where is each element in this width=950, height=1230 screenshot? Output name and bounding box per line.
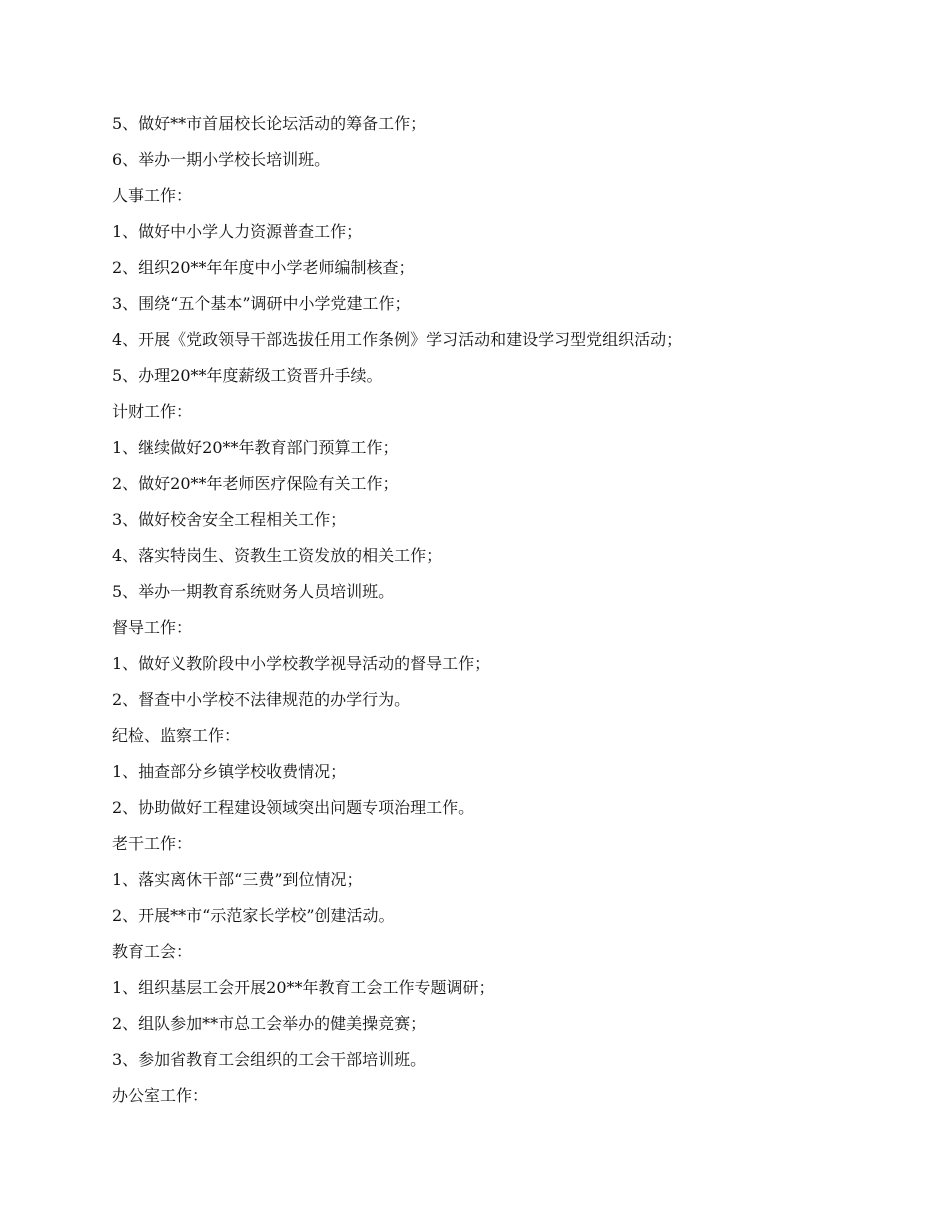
list-item: 2、组织20**年年度中小学老师编制核查；	[112, 258, 415, 277]
list-item: 5、办理20**年度薪级工资晋升手续。	[112, 366, 383, 385]
list-item: 3、做好校舍安全工程相关工作；	[112, 510, 347, 529]
list-item: 2、开展**市“示范家长学校”创建活动。	[112, 906, 395, 925]
section-heading: 督导工作：	[112, 618, 193, 637]
section-heading: 纪检、监察工作：	[112, 726, 241, 745]
section-heading: 教育工会：	[112, 942, 193, 961]
section-heading: 计财工作：	[112, 402, 193, 421]
list-item: 1、做好中小学人力资源普查工作；	[112, 222, 363, 241]
list-item: 1、做好义教阶段中小学校教学视导活动的督导工作；	[112, 654, 491, 673]
section-heading: 人事工作：	[112, 186, 193, 205]
list-item: 1、抽查部分乡镇学校收费情况；	[112, 762, 347, 781]
document-body	[112, 106, 912, 1114]
list-item: 1、继续做好20**年教育部门预算工作；	[112, 438, 399, 457]
list-item: 4、落实特岗生、资教生工资发放的相关工作；	[112, 546, 443, 565]
list-item: 1、组织基层工会开展20**年教育工会工作专题调研；	[112, 978, 495, 997]
list-item: 2、督查中小学校不法律规范的办学行为。	[112, 690, 411, 709]
list-item: 2、做好20**年老师医疗保险有关工作；	[112, 474, 399, 493]
list-item: 4、开展《党政领导干部选拔任用工作条例》学习活动和建设学习型党组织活动；	[112, 330, 683, 349]
list-item: 5、做好**市首届校长论坛活动的筹备工作；	[112, 114, 427, 133]
section-heading: 办公室工作：	[112, 1086, 209, 1105]
list-item: 6、举办一期小学校长培训班。	[112, 150, 331, 169]
list-item: 3、参加省教育工会组织的工会干部培训班。	[112, 1050, 427, 1069]
list-item: 2、组队参加**市总工会举办的健美操竞赛；	[112, 1014, 427, 1033]
list-item: 1、落实离休干部“三费”到位情况；	[112, 870, 363, 889]
list-item: 2、协助做好工程建设领域突出问题专项治理工作。	[112, 798, 475, 817]
list-item: 3、围绕“五个基本”调研中小学党建工作；	[112, 294, 411, 313]
section-heading: 老干工作：	[112, 834, 193, 853]
list-item: 5、举办一期教育系统财务人员培训班。	[112, 582, 395, 601]
